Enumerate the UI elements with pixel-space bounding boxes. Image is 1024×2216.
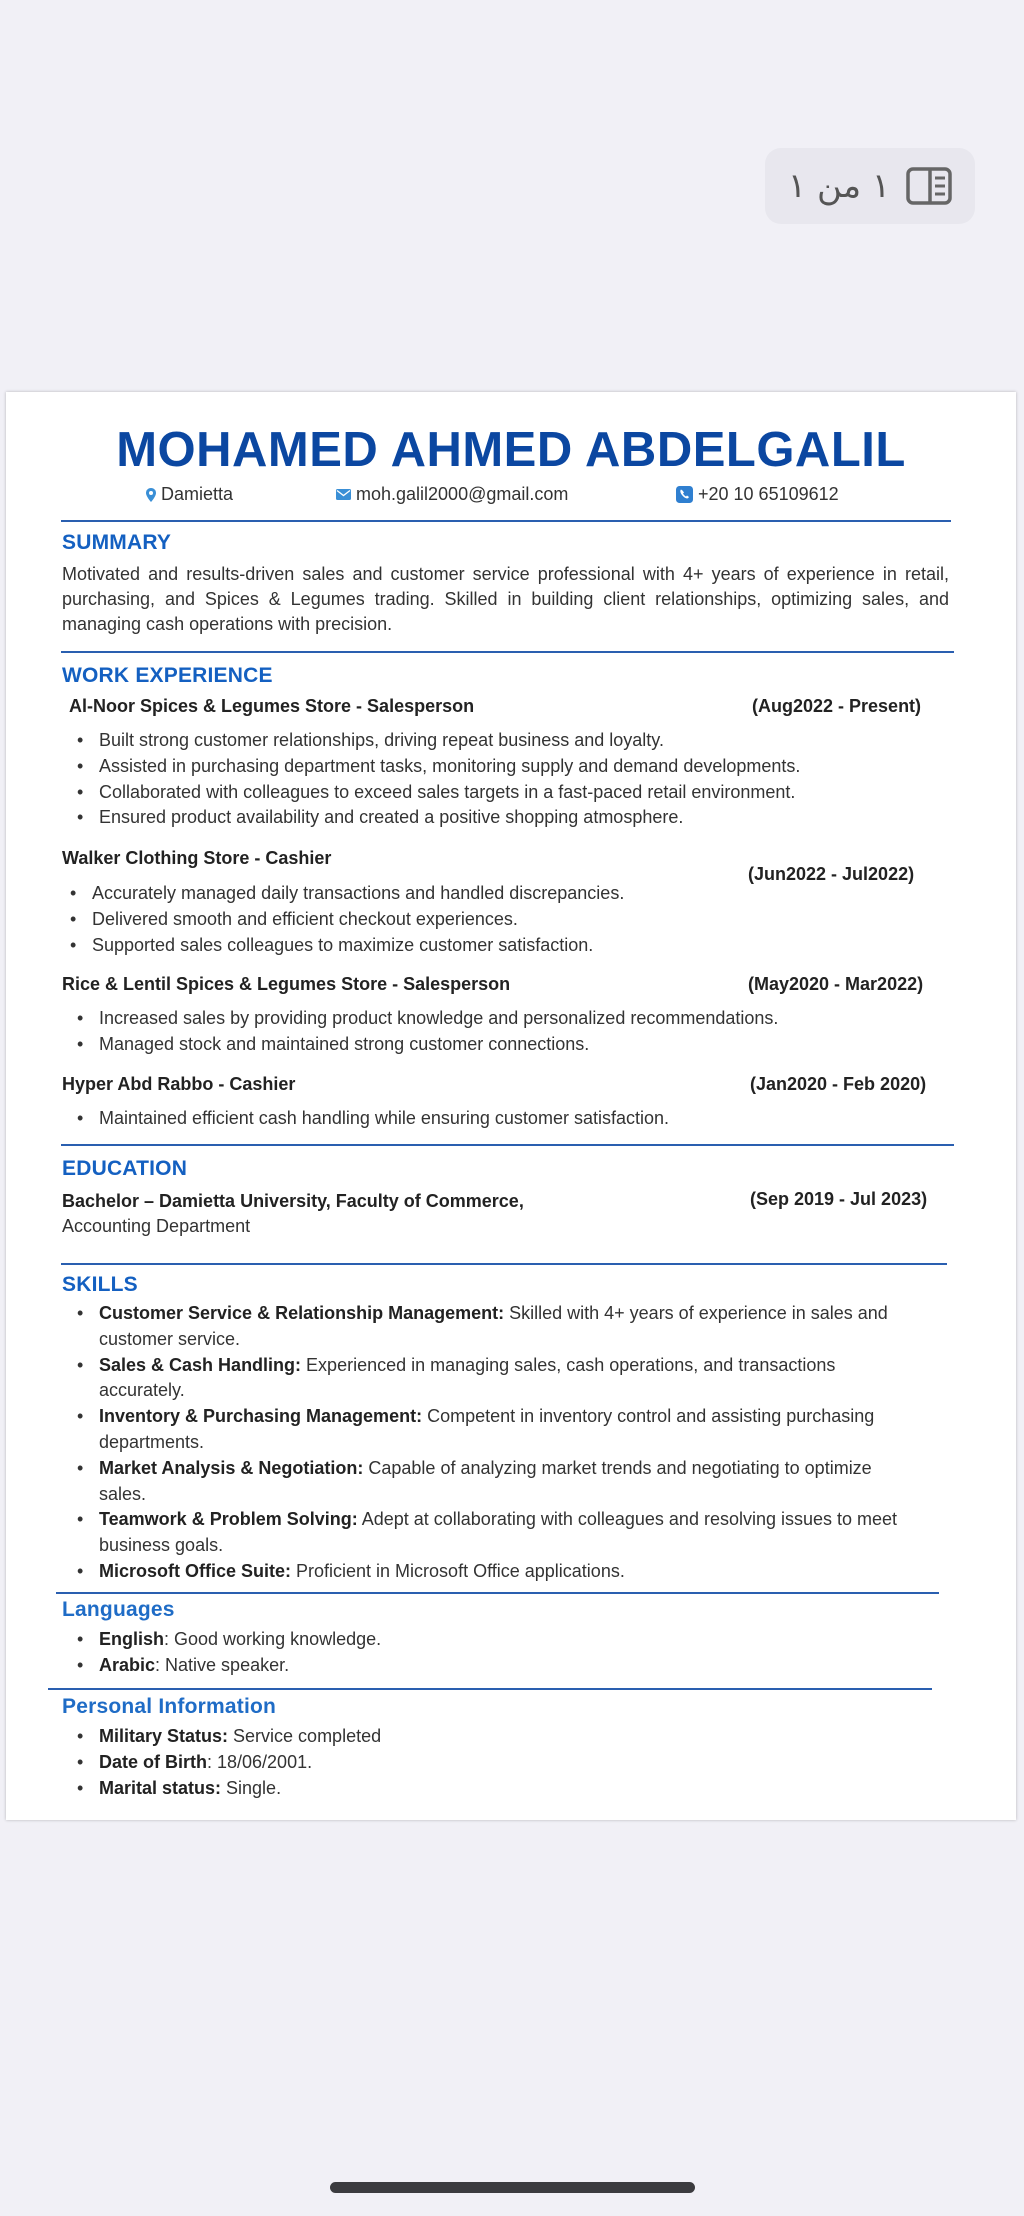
list-item: • Maintained efficient cash handling while ensuring customer satisfaction. xyxy=(67,1106,967,1132)
mail-icon xyxy=(336,489,351,500)
list-item: • Managed stock and maintained strong customer connections. xyxy=(67,1032,967,1058)
email-text: moh.galil2000@gmail.com xyxy=(356,484,569,504)
list-item: • English: Good working knowledge. xyxy=(67,1627,867,1653)
home-indicator[interactable] xyxy=(330,2182,695,2193)
list-item: • Increased sales by providing product knowledge and personalized recommendations. xyxy=(67,1006,967,1032)
contact-phone[interactable] xyxy=(676,484,839,505)
summary-text: Motivated and results-driven sales and customer service professional with 4+ years of experience in retail, purchasing, and Spices & Legumes trading. Skilled in building client relationships, optimizing sales, and managing cash operations with precision. xyxy=(62,564,949,634)
resume-name: MOHAMED AHMED ABDELGALIL xyxy=(116,423,906,477)
work-heading: WORK EXPERIENCE xyxy=(62,664,273,687)
list-item: • Inventory & Purchasing Management: Competent in inventory control and assisting purchasing departments. xyxy=(67,1404,922,1456)
reader-view-icon xyxy=(906,167,952,205)
location-text: Damietta xyxy=(161,484,234,504)
list-item: • Microsoft Office Suite: Proficient in Microsoft Office applications. xyxy=(67,1559,922,1585)
list-item: • Collaborated with colleagues to exceed sales targets in a fast-paced retail environment. xyxy=(67,780,967,806)
skills-list xyxy=(67,1301,922,1585)
contact-email[interactable] xyxy=(336,484,568,505)
list-item: • Supported sales colleagues to maximize customer satisfaction. xyxy=(60,933,960,959)
list-item: • Arabic: Native speaker. xyxy=(67,1653,867,1679)
job-title: Rice & Lentil Spices & Legumes Store - Salesperson xyxy=(62,974,511,994)
job-date: (Jan2020 - Feb 2020) xyxy=(750,1074,927,1094)
skills-heading: SKILLS xyxy=(62,1273,138,1296)
divider xyxy=(61,520,951,522)
list-item: • Built strong customer relationships, driving repeat business and loyalty. xyxy=(67,728,967,754)
list-item: • Date of Birth: 18/06/2001. xyxy=(67,1750,867,1776)
languages-heading: Languages xyxy=(62,1598,175,1621)
job-title: Walker Clothing Store - Cashier xyxy=(62,848,332,868)
page-counter-text: ١ من ١ xyxy=(787,166,891,206)
list-item: • Military Status: Service completed xyxy=(67,1724,867,1750)
job-bullets xyxy=(60,881,960,958)
list-item: • Sales & Cash Handling: Experienced in managing sales, cash operations, and transactions accurately. xyxy=(67,1353,922,1405)
location-pin-icon xyxy=(146,488,156,502)
education-entry xyxy=(62,1189,524,1239)
list-item: • Teamwork & Problem Solving: Adept at collaborating with colleagues and resolving issues to meet business goals. xyxy=(67,1507,922,1559)
resume-page xyxy=(6,392,1016,1820)
job-bullets xyxy=(67,1106,967,1132)
divider xyxy=(48,1688,932,1690)
job-bullets xyxy=(67,728,967,831)
list-item: • Delivered smooth and efficient checkout experiences. xyxy=(60,907,960,933)
list-item: • Marital status: Single. xyxy=(67,1776,867,1802)
job-title: Hyper Abd Rabbo - Cashier xyxy=(62,1074,296,1094)
personal-list xyxy=(67,1724,867,1801)
list-item: • Ensured product availability and created a positive shopping atmosphere. xyxy=(67,805,967,831)
personal-heading: Personal Information xyxy=(62,1695,277,1718)
job-date: (Aug2022 - Present) xyxy=(752,696,922,716)
job-bullets xyxy=(67,1006,967,1058)
divider xyxy=(61,651,954,653)
phone-icon xyxy=(676,486,693,503)
list-item: • Market Analysis & Negotiation: Capable of analyzing market trends and negotiating to optimize sales. xyxy=(67,1456,922,1508)
job-title: Al-Noor Spices & Legumes Store - Salesperson xyxy=(69,696,475,716)
summary-heading: SUMMARY xyxy=(62,531,172,554)
list-item: • Customer Service & Relationship Management: Skilled with 4+ years of experience in sales and customer service. xyxy=(67,1301,922,1353)
education-heading: EDUCATION xyxy=(62,1157,188,1180)
divider xyxy=(61,1144,954,1146)
contact-location xyxy=(146,484,233,505)
job-date: (Jun2022 - Jul2022) xyxy=(748,864,915,884)
divider xyxy=(56,1592,939,1594)
phone-text: +20 10 65109612 xyxy=(698,484,839,504)
divider xyxy=(61,1263,947,1265)
page-counter-badge[interactable] xyxy=(765,148,975,224)
education-date: (Sep 2019 - Jul 2023) xyxy=(750,1189,928,1209)
job-date: (May2020 - Mar2022) xyxy=(748,974,924,994)
languages-list xyxy=(67,1627,867,1679)
education-degree: Bachelor – Damietta University, Faculty of Commerce, xyxy=(62,1191,524,1211)
education-department: Accounting Department xyxy=(62,1216,251,1236)
list-item: • Assisted in purchasing department tasks, monitoring supply and demand developments. xyxy=(67,754,967,780)
list-item: • Accurately managed daily transactions and handled discrepancies. xyxy=(60,881,960,907)
